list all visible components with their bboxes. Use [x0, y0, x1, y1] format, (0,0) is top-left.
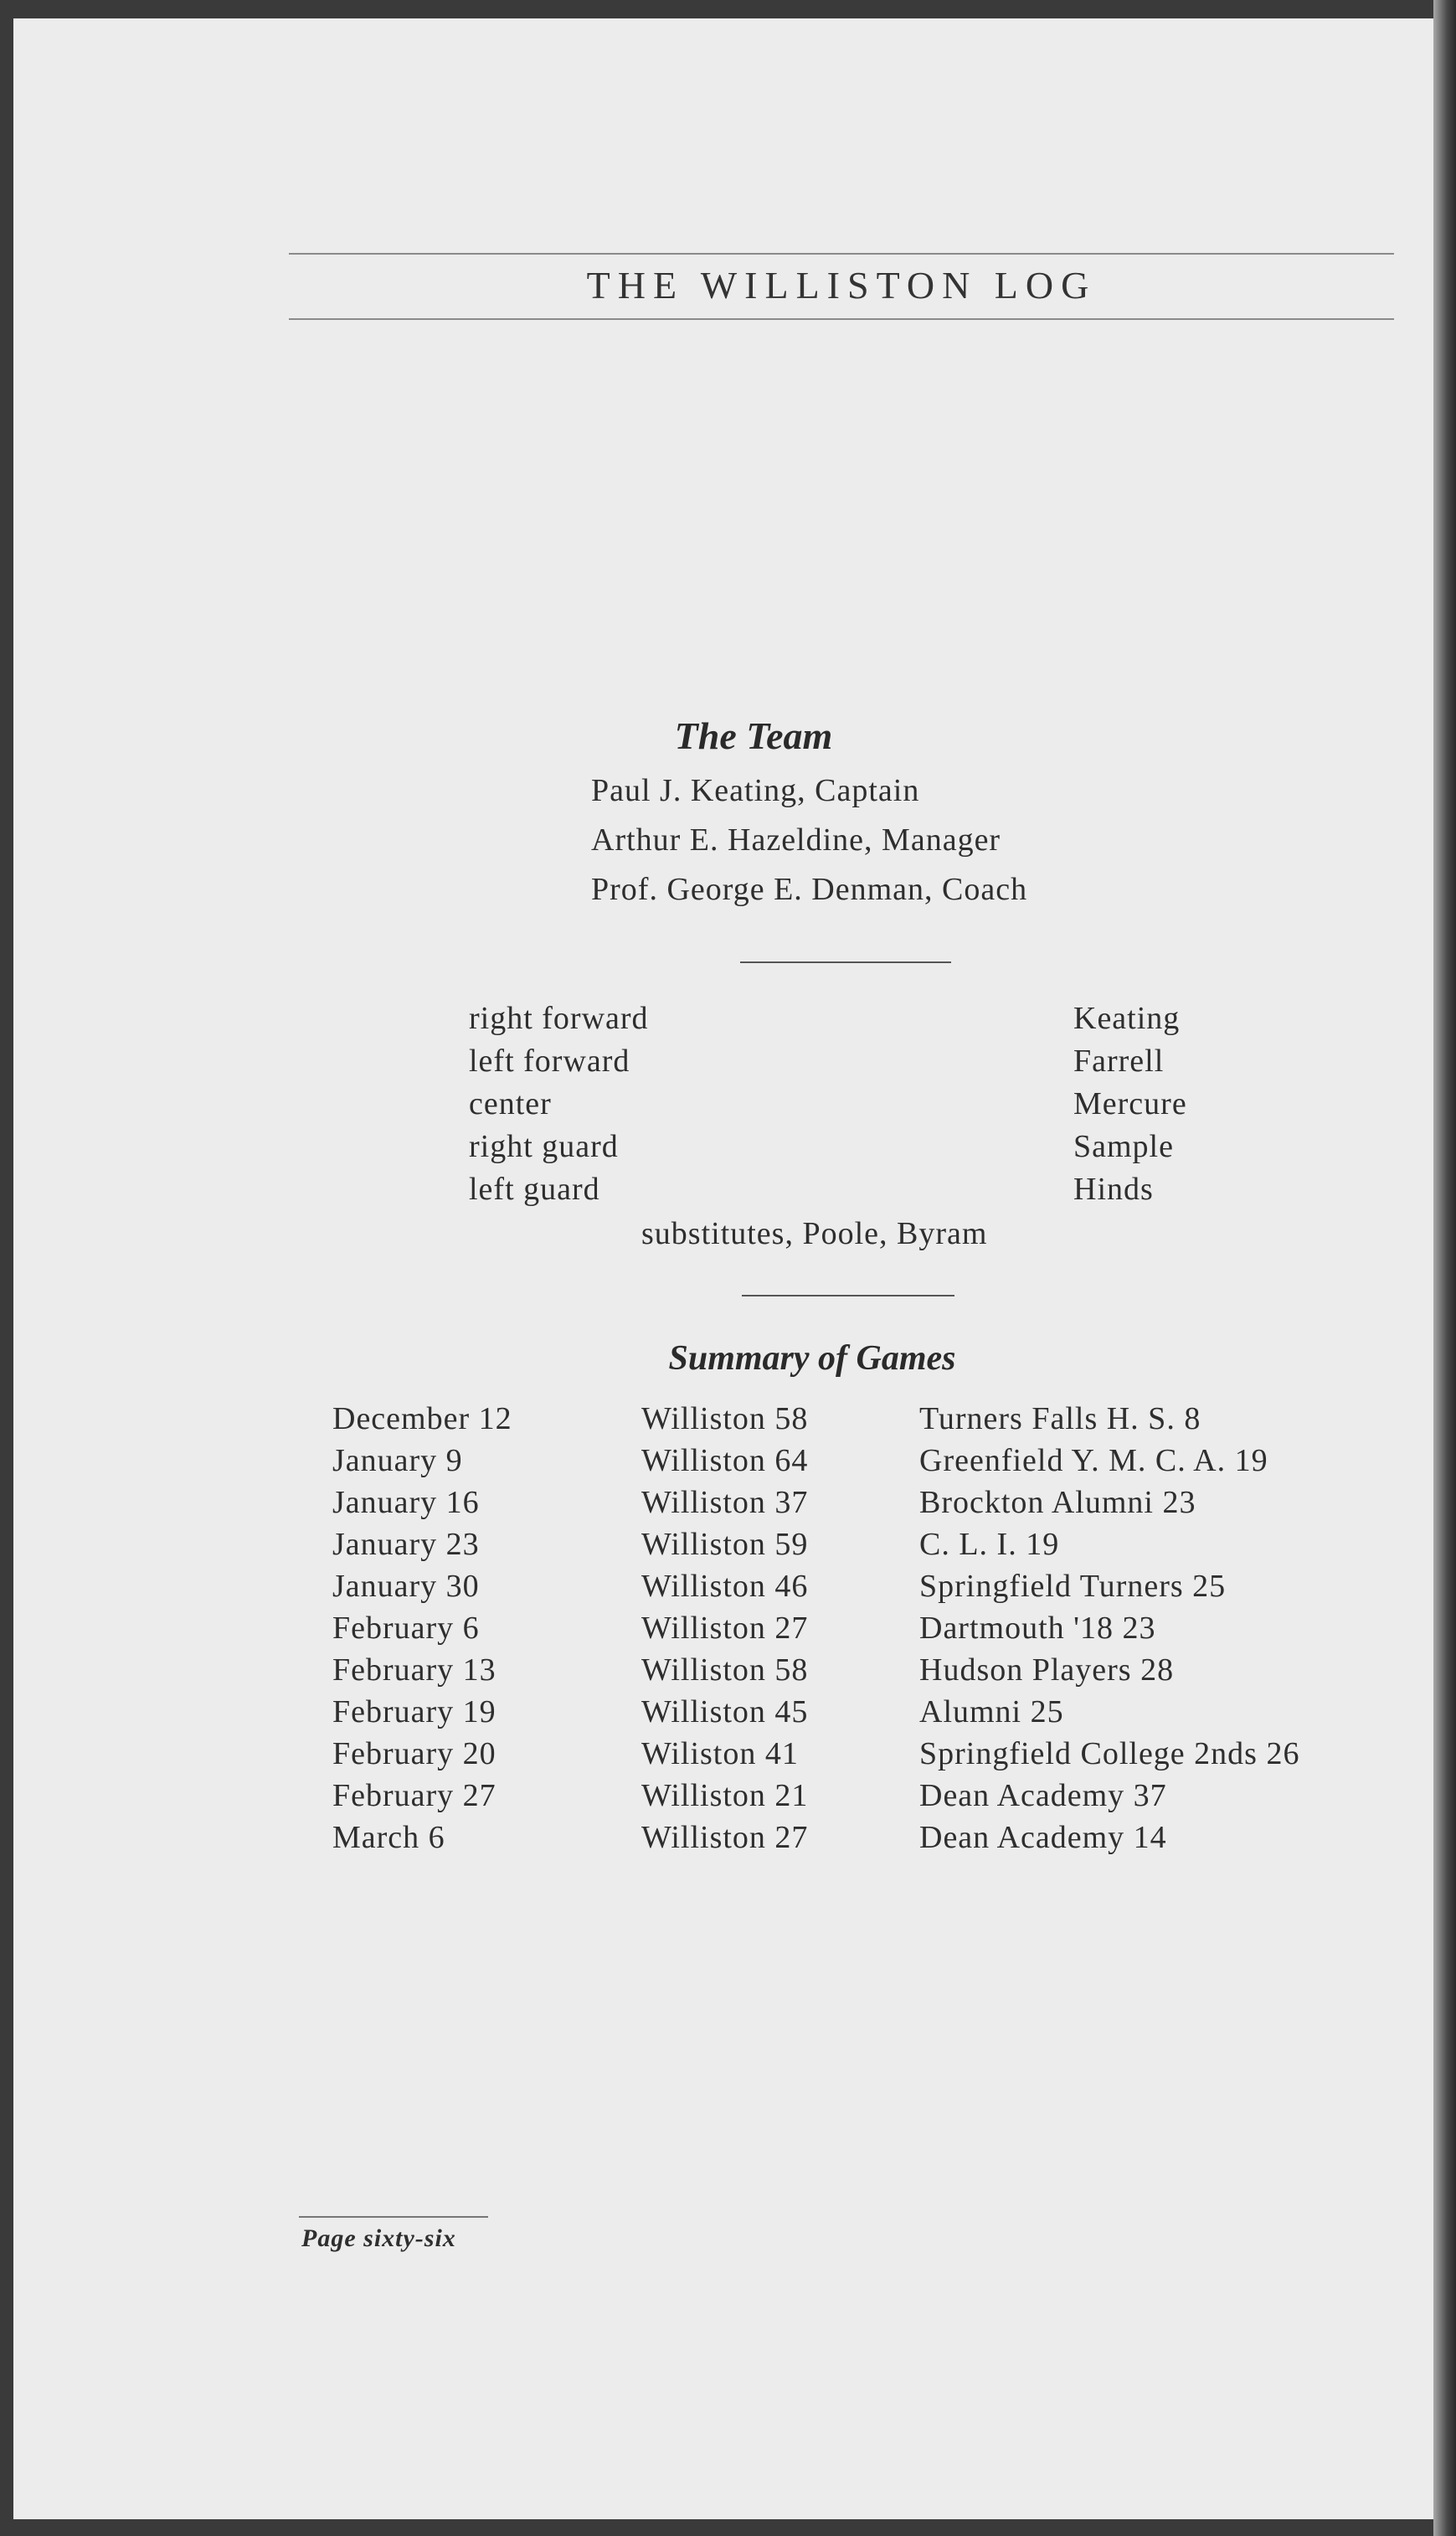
game-home-score: Williston 59: [641, 1527, 809, 1562]
game-opponent-score: Greenfield Y. M. C. A. 19: [919, 1443, 1268, 1478]
lineup-position: left guard: [469, 1172, 600, 1207]
game-home-score: Williston 64: [641, 1443, 809, 1478]
lineup-player: Farrell: [1073, 1044, 1165, 1079]
game-home-score: Williston 58: [641, 1401, 809, 1436]
game-opponent-score: Turners Falls H. S. 8: [919, 1401, 1201, 1436]
game-date: February 20: [332, 1736, 496, 1771]
game-home-score: Williston 58: [641, 1652, 809, 1688]
running-header: THE WILLISTON LOG: [586, 264, 1097, 307]
game-date: February 27: [332, 1778, 496, 1813]
game-date: January 30: [332, 1569, 480, 1604]
lineup-position: center: [469, 1086, 552, 1121]
game-date: January 23: [332, 1527, 480, 1562]
game-opponent-score: Brockton Alumni 23: [919, 1485, 1196, 1520]
game-date: December 12: [332, 1401, 512, 1436]
lineup-position: left forward: [469, 1044, 630, 1079]
game-date: January 9: [332, 1443, 463, 1478]
team-coach: Prof. George E. Denman, Coach: [591, 872, 1028, 907]
game-opponent-score: C. L. I. 19: [919, 1527, 1060, 1562]
game-date: March 6: [332, 1820, 445, 1855]
binding-edge: [1433, 0, 1456, 2536]
substitutes-line: substitutes, Poole, Byram: [641, 1216, 988, 1251]
team-captain: Paul J. Keating, Captain: [591, 773, 920, 808]
game-home-score: Wiliston 41: [641, 1736, 799, 1771]
game-opponent-score: Dean Academy 37: [919, 1778, 1167, 1813]
game-opponent-score: Hudson Players 28: [919, 1652, 1175, 1688]
game-home-score: Williston 27: [641, 1820, 809, 1855]
lineup-player: Hinds: [1073, 1172, 1154, 1207]
game-home-score: Williston 21: [641, 1778, 809, 1813]
divider-rule: [742, 1295, 954, 1296]
team-manager: Arthur E. Hazeldine, Manager: [591, 822, 1001, 858]
game-opponent-score: Dean Academy 14: [919, 1820, 1167, 1855]
game-date: January 16: [332, 1485, 480, 1520]
page-number-label: Page sixty-six: [301, 2224, 456, 2252]
lineup-player: Keating: [1073, 1001, 1181, 1036]
game-home-score: Williston 46: [641, 1569, 809, 1604]
page-sheet: [13, 18, 1433, 2519]
lineup-player: Mercure: [1073, 1086, 1187, 1121]
header-top-rule: [289, 253, 1394, 255]
game-date: February 19: [332, 1694, 496, 1729]
header-bottom-rule: [289, 318, 1394, 320]
game-date: February 13: [332, 1652, 496, 1688]
lineup-position: right guard: [469, 1129, 619, 1164]
lineup-player: Sample: [1073, 1129, 1174, 1164]
lineup-position: right forward: [469, 1001, 649, 1036]
game-opponent-score: Springfield College 2nds 26: [919, 1736, 1300, 1771]
game-opponent-score: Dartmouth '18 23: [919, 1611, 1156, 1646]
team-heading: The Team: [674, 714, 833, 757]
game-opponent-score: Springfield Turners 25: [919, 1569, 1227, 1604]
game-opponent-score: Alumni 25: [919, 1694, 1064, 1729]
game-home-score: Williston 37: [641, 1485, 809, 1520]
footer-rule: [299, 2216, 488, 2218]
game-home-score: Williston 27: [641, 1611, 809, 1646]
game-date: February 6: [332, 1611, 480, 1646]
game-home-score: Williston 45: [641, 1694, 809, 1729]
divider-rule: [740, 961, 951, 963]
summary-heading: Summary of Games: [668, 1339, 956, 1378]
